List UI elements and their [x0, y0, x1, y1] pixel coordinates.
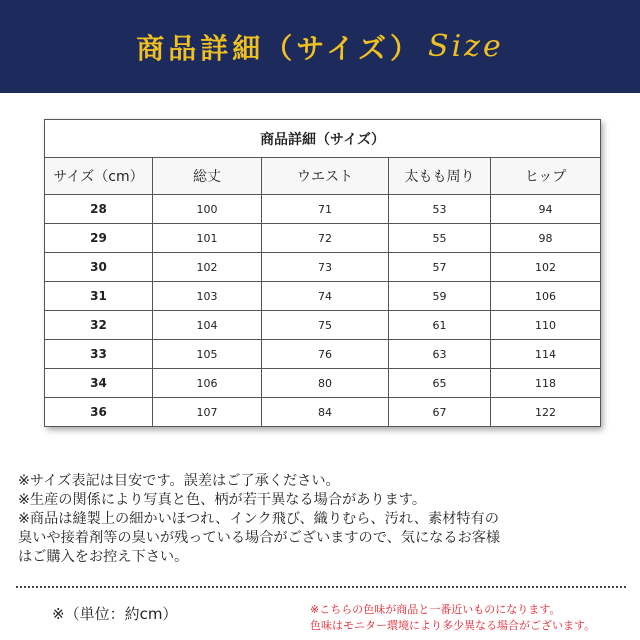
cell-waist: 76 — [262, 340, 389, 369]
table-row — [45, 398, 601, 427]
cell-waist: 80 — [262, 369, 389, 398]
cell-size: 34 — [45, 369, 153, 398]
cell-hip: 98 — [491, 224, 601, 253]
cell-length: 103 — [153, 282, 262, 311]
cell-hip: 114 — [491, 340, 601, 369]
header-hip: ヒップ — [491, 158, 601, 195]
cell-size: 31 — [45, 282, 153, 311]
table-row — [45, 224, 601, 253]
cell-thigh: 61 — [389, 311, 491, 340]
cell-waist: 73 — [262, 253, 389, 282]
color-note — [310, 602, 630, 634]
table-row — [45, 311, 601, 340]
note-line: ※生産の関係により写真と色、柄が若干異なる場合があります。 — [18, 492, 427, 508]
header-size: サイズ（cm） — [45, 158, 153, 195]
table-row — [45, 195, 601, 224]
note-line: 臭いや接着剤等の臭いが残っている場合がございますので、気になるお客様 — [18, 530, 501, 546]
cell-thigh: 57 — [389, 253, 491, 282]
color-note-line: ※こちらの色味が商品と一番近いものになります。 — [310, 603, 561, 616]
cell-thigh: 55 — [389, 224, 491, 253]
cell-length: 104 — [153, 311, 262, 340]
cell-waist: 72 — [262, 224, 389, 253]
cell-thigh: 65 — [389, 369, 491, 398]
header-waist: ウエスト — [262, 158, 389, 195]
dotted-divider — [16, 586, 626, 588]
cell-waist: 75 — [262, 311, 389, 340]
note-line: ※商品は縫製上の細かいほつれ、インク飛び、織りむら、汚れ、素材特有の — [18, 511, 499, 527]
cell-size: 29 — [45, 224, 153, 253]
cell-length: 107 — [153, 398, 262, 427]
cell-waist: 71 — [262, 195, 389, 224]
cell-size: 33 — [45, 340, 153, 369]
color-note-line: 色味はモニター環境により多少異なる場合がございます。 — [310, 619, 596, 632]
cell-length: 101 — [153, 224, 262, 253]
cell-thigh: 67 — [389, 398, 491, 427]
notes-section — [18, 472, 630, 567]
cell-size: 36 — [45, 398, 153, 427]
table-row — [45, 340, 601, 369]
cell-waist: 84 — [262, 398, 389, 427]
cell-waist: 74 — [262, 282, 389, 311]
size-table — [44, 119, 601, 427]
cell-hip: 118 — [491, 369, 601, 398]
table-row — [45, 282, 601, 311]
table-row — [45, 253, 601, 282]
cell-length: 100 — [153, 195, 262, 224]
cell-length: 102 — [153, 253, 262, 282]
cell-hip: 106 — [491, 282, 601, 311]
table-caption: 商品詳細（サイズ） — [45, 120, 601, 158]
cell-hip: 110 — [491, 311, 601, 340]
header-banner — [0, 0, 640, 93]
note-line: はご購入をお控え下さい。 — [18, 549, 189, 565]
cell-length: 105 — [153, 340, 262, 369]
banner-size-script: Size — [428, 29, 504, 64]
table-row — [45, 369, 601, 398]
header-thigh: 太もも周り — [389, 158, 491, 195]
unit-note: ※（単位：約cm） — [52, 605, 178, 623]
size-table-container — [44, 119, 600, 427]
cell-size: 30 — [45, 253, 153, 282]
cell-size: 32 — [45, 311, 153, 340]
note-line: ※サイズ表記は目安です。誤差はご了承ください。 — [18, 473, 340, 489]
cell-thigh: 53 — [389, 195, 491, 224]
cell-thigh: 63 — [389, 340, 491, 369]
cell-size: 28 — [45, 195, 153, 224]
table-header-row — [45, 158, 601, 195]
header-length: 総丈 — [153, 158, 262, 195]
cell-thigh: 59 — [389, 282, 491, 311]
cell-hip: 94 — [491, 195, 601, 224]
cell-length: 106 — [153, 369, 262, 398]
cell-hip: 102 — [491, 253, 601, 282]
cell-hip: 122 — [491, 398, 601, 427]
banner-title: 商品詳細（サイズ） — [136, 31, 423, 65]
